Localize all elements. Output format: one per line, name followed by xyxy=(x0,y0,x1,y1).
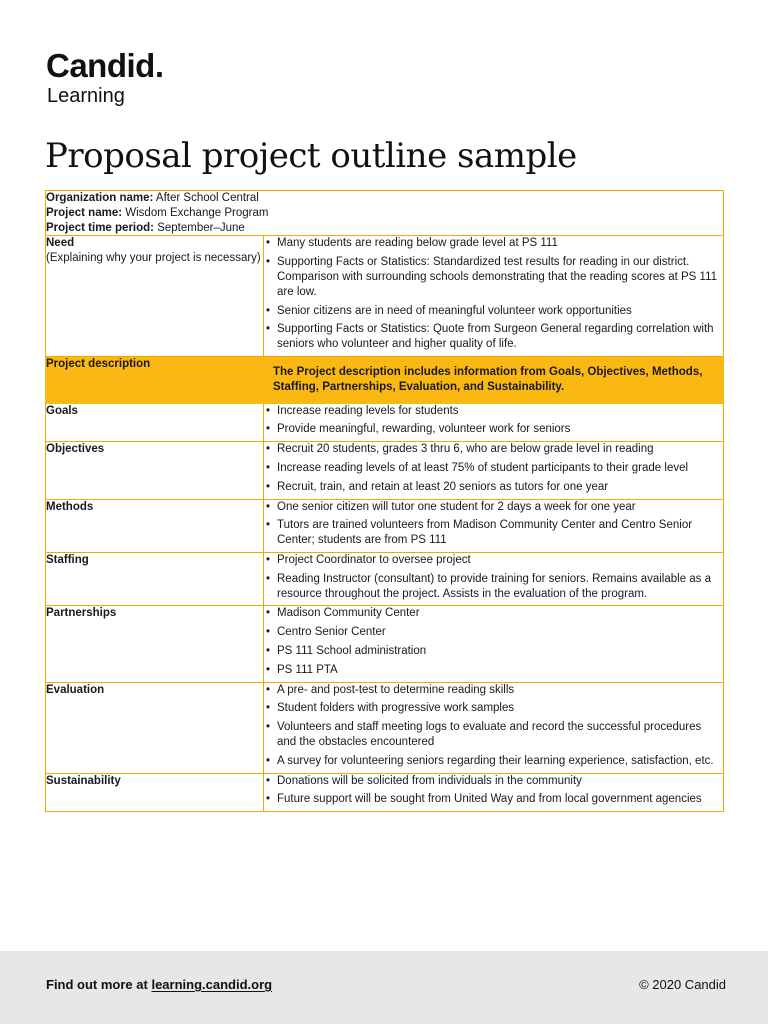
list-item: • Donations will be solicited from individuals in the community xyxy=(264,774,723,789)
staffing-label: Staffing xyxy=(46,552,264,605)
partnerships-row xyxy=(46,606,724,682)
sustainability-row xyxy=(46,773,724,812)
partnerships-list xyxy=(264,606,723,677)
list-item: • PS 111 PTA xyxy=(264,663,723,678)
list-item: • Volunteers and staff meeting logs to evaluate and record the successful procedures and the obstacles encountered xyxy=(264,720,723,750)
copyright: © 2020 Candid xyxy=(639,977,726,992)
need-label-cell xyxy=(46,236,264,357)
time-period-value: September–June xyxy=(154,221,245,234)
org-name-label: Organization name: xyxy=(46,192,154,204)
list-item: • Recruit, train, and retain at least 20 seniors as tutors for one year xyxy=(264,480,723,495)
list-item: • A survey for volunteering seniors regarding their learning experience, satisfaction, etc. xyxy=(264,754,723,769)
list-item: • Tutors are trained volunteers from Madison Community Center and Centro Senior Center; students are from PS 111 xyxy=(264,518,723,548)
objectives-row xyxy=(46,442,724,499)
list-item: • PS 111 School administration xyxy=(264,644,723,659)
footer-bar xyxy=(0,951,768,1024)
sustainability-list xyxy=(264,774,723,808)
list-item: • Project Coordinator to oversee project xyxy=(264,553,723,568)
project-name-value: Wisdom Exchange Program xyxy=(122,206,269,219)
goals-list xyxy=(264,404,723,438)
methods-list xyxy=(264,500,723,548)
list-item: • Provide meaningful, rewarding, volunteer work for seniors xyxy=(264,422,723,437)
footer-cta xyxy=(46,977,272,992)
project-name-label: Project name: xyxy=(46,206,123,219)
outline-table xyxy=(45,190,724,812)
logo-wordmark: Candid. xyxy=(46,47,164,84)
footer-prefix: Find out more at xyxy=(46,977,152,992)
evaluation-content xyxy=(264,682,724,773)
need-sublabel: (Explaining why your project is necessary) xyxy=(46,252,261,265)
goals-label: Goals xyxy=(46,403,264,442)
project-info-row xyxy=(46,191,724,236)
evaluation-row xyxy=(46,682,724,773)
evaluation-label: Evaluation xyxy=(46,682,264,773)
footer-link[interactable]: learning.candid.org xyxy=(151,977,273,992)
methods-content xyxy=(264,499,724,552)
staffing-list xyxy=(264,553,723,601)
objectives-label: Objectives xyxy=(46,442,264,499)
project-info-cell xyxy=(46,191,724,236)
staffing-content xyxy=(264,552,724,605)
list-item: • One senior citizen will tutor one student for 2 days a week for one year xyxy=(264,500,723,515)
need-content xyxy=(264,236,724,357)
sustainability-content xyxy=(264,773,724,812)
list-item: • Supporting Facts or Statistics: Standardized test results for reading in our district. Comparison with surrounding schools demonstrating that the reading scores at PS 111 are low. xyxy=(264,255,723,299)
partnerships-content xyxy=(264,606,724,682)
evaluation-list xyxy=(264,683,723,769)
need-row xyxy=(46,236,724,357)
goals-row xyxy=(46,403,724,442)
list-item: • Increase reading levels for students xyxy=(264,404,723,419)
need-list xyxy=(264,236,723,352)
methods-label: Methods xyxy=(46,499,264,552)
project-name-line xyxy=(46,206,723,221)
objectives-list xyxy=(264,442,723,494)
org-name-line xyxy=(46,191,723,206)
staffing-row xyxy=(46,552,724,605)
need-label: Need xyxy=(46,237,75,250)
page-title: Proposal project outline sample xyxy=(45,136,577,176)
time-period-label: Project time period: xyxy=(46,221,154,234)
description-label: Project description xyxy=(46,356,264,403)
list-item: • Centro Senior Center xyxy=(264,625,723,640)
partnerships-label: Partnerships xyxy=(46,606,264,682)
list-item: • Madison Community Center xyxy=(264,606,723,621)
sustainability-label: Sustainability xyxy=(46,773,264,812)
list-item: • A pre- and post-test to determine reading skills xyxy=(264,683,723,698)
description-text: The Project description includes information from Goals, Objectives, Methods, Staffing, Partnerships, Evaluation, and Sustainability. xyxy=(264,356,724,403)
objectives-content xyxy=(264,442,724,499)
list-item: • Supporting Facts or Statistics: Quote from Surgeon General regarding correlation with seniors who volunteer and higher quality of life. xyxy=(264,322,723,352)
list-item: • Reading Instructor (consultant) to provide training for seniors. Remains available as a resource throughout the project. Assists in the evaluation of the program. xyxy=(264,572,723,602)
list-item: • Recruit 20 students, grades 3 thru 6, who are below grade level in reading xyxy=(264,442,723,457)
list-item: • Increase reading levels of at least 75% of student participants to their grade level xyxy=(264,461,723,476)
project-description-row xyxy=(46,356,724,403)
goals-content xyxy=(264,403,724,442)
list-item: • Many students are reading below grade level at PS 111 xyxy=(264,236,723,251)
org-name-value: After School Central xyxy=(153,192,259,204)
list-item: • Student folders with progressive work samples xyxy=(264,701,723,716)
methods-row xyxy=(46,499,724,552)
logo-subtitle: Learning xyxy=(47,85,125,107)
candid-learning-logo xyxy=(46,48,164,108)
time-period-line xyxy=(46,221,723,236)
list-item: • Senior citizens are in need of meaningful volunteer work opportunities xyxy=(264,304,723,319)
list-item: • Future support will be sought from United Way and from local government agencies xyxy=(264,792,723,807)
